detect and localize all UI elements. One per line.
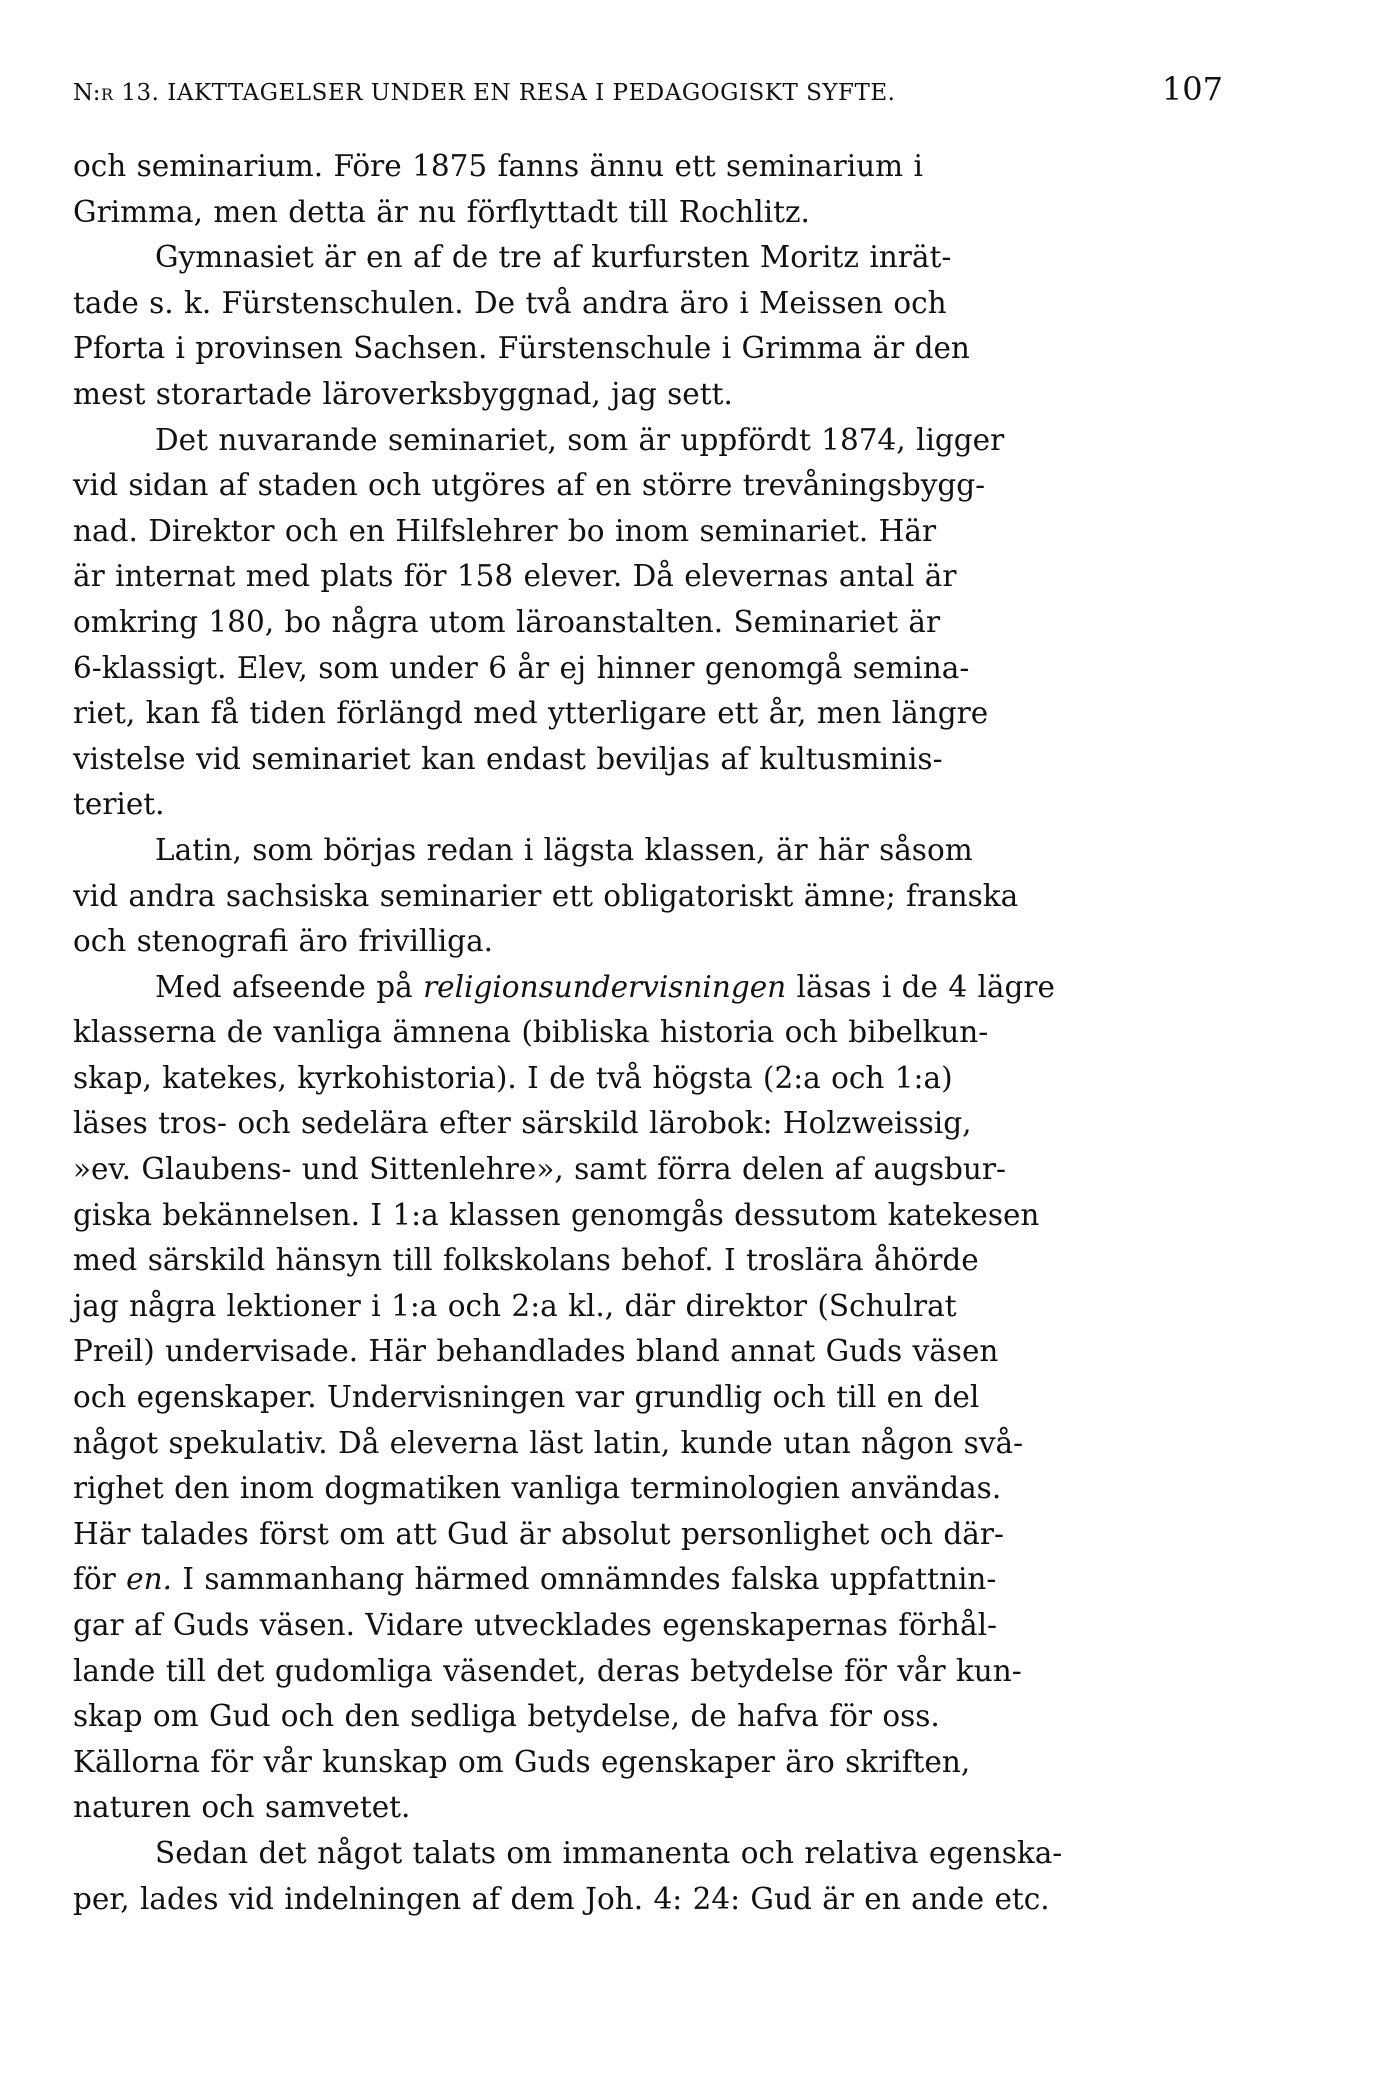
- paragraph-4: [73, 828, 1223, 965]
- text-line: läses tros- och sedelära efter särskild lärobok: Holzweissig,: [73, 1106, 972, 1141]
- text-line: skap om Gud och den sedliga betydelse, de hafva för oss.: [73, 1699, 940, 1734]
- italic-term: en.: [126, 1562, 173, 1597]
- text-line: vistelse vid seminariet kan endast beviljas af kultusminis-: [73, 741, 943, 776]
- text-line: mest storartade läroverksbyggnad, jag sett.: [73, 376, 733, 411]
- text-line: något spekulativ. Då eleverna läst latin, kunde utan någon svå-: [73, 1425, 1024, 1460]
- paragraph-1: [73, 144, 1223, 235]
- text-line: [155, 970, 1055, 1004]
- paragraph-2: [73, 235, 1223, 417]
- text-line: Pforta i provinsen Sachsen. Fürstenschule i Grimma är den: [73, 331, 970, 366]
- text-line: lande till det gudomliga väsendet, deras betydelse för vår kun-: [73, 1653, 1022, 1688]
- text-line: med särskild hänsyn till folkskolans behof. I troslära åhörde: [73, 1243, 979, 1278]
- text-line: gar af Guds väsen. Vidare utvecklades egenskapernas förhål-: [73, 1608, 998, 1642]
- text-line: tade s. k. Fürstenschulen. De två andra äro i Meissen och: [73, 285, 947, 320]
- text-line: omkring 180, bo några utom läroanstalten. Seminariet är: [73, 604, 941, 639]
- text-fragment: I sammanhang härmed omnämndes falska uppfattnin-: [172, 1562, 997, 1597]
- text-line: är internat med plats för 158 elever. Då elevernas antal är: [73, 559, 957, 594]
- book-page: [73, 70, 1223, 1922]
- text-line: »ev. Glaubens- und Sittenlehre», samt förra delen af augsbur-: [73, 1152, 1007, 1187]
- text-line: nad. Direktor och en Hilfslehrer bo inom seminariet. Här: [73, 513, 937, 548]
- italic-term: religionsundervisningen: [423, 969, 787, 1004]
- paragraph-3: [73, 418, 1223, 828]
- text-line: 6-klassigt. Elev, som under 6 år ej hinner genomgå semina-: [73, 650, 970, 685]
- text-line: riet, kan få tiden förlängd med ytterligare ett år, men längre: [73, 696, 989, 731]
- text-line: skap, katekes, kyrkohistoria). I de två högsta (2:a och 1:a): [73, 1060, 953, 1095]
- text-fragment: läsas i de 4 lägre: [786, 969, 1055, 1004]
- paragraph-5: [73, 965, 1223, 1831]
- text-line: righet den inom dogmatiken vanliga terminologien användas.: [73, 1471, 1002, 1506]
- text-line: [73, 1562, 996, 1596]
- paragraph-6: [73, 1831, 1223, 1922]
- text-fragment: Med afseende på: [155, 969, 424, 1004]
- text-line: giska bekännelsen. I 1:a klassen genomgås dessutom katekesen: [73, 1197, 1040, 1232]
- text-line: och stenografi äro frivilliga.: [73, 924, 494, 959]
- text-line: jag några lektioner i 1:a och 2:a kl., där direktor (Schulrat: [73, 1288, 957, 1323]
- text-line: vid andra sachsiska seminarier ett obligatoriskt ämne; franska: [73, 878, 1019, 913]
- text-line: per, lades vid indelningen af dem Joh. 4: 24: Gud är en ande etc.: [73, 1881, 1050, 1916]
- text-line: vid sidan af staden och utgöres af en större trevåningsbygg-: [73, 468, 986, 503]
- text-line: Sedan det något talats om immanenta och relativa egenska-: [155, 1835, 1063, 1870]
- text-line: Här talades först om att Gud är absolut personlighet och där-: [73, 1516, 1004, 1551]
- page-number: 107: [1161, 70, 1223, 108]
- text-line: Grimma, men detta är nu förflyttadt till Rochlitz.: [73, 194, 810, 229]
- text-line: Det nuvarande seminariet, som är uppfördt 1874, ligger: [155, 422, 1005, 457]
- text-line: Latin, som börjas redan i lägsta klassen, är här såsom: [155, 832, 973, 867]
- running-header: [73, 70, 1223, 122]
- running-title: N:r 13. IAKTTAGELSER UNDER EN RESA I PEDAGOGISKT SYFTE.: [73, 80, 896, 106]
- text-line: teriet.: [73, 787, 165, 822]
- text-line: Källorna för vår kunskap om Guds egenskaper äro skriften,: [73, 1744, 971, 1779]
- text-line: och seminarium. Före 1875 fanns ännu ett seminarium i: [73, 149, 923, 183]
- text-line: och egenskaper. Undervisningen var grundlig och till en del: [73, 1380, 980, 1415]
- text-line: naturen och samvetet.: [73, 1790, 411, 1825]
- text-line: klasserna de vanliga ämnena (bibliska historia och bibelkun-: [73, 1015, 989, 1050]
- text-fragment: för: [73, 1562, 127, 1597]
- text-line: Gymnasiet är en af de tre af kurfursten Moritz inrät-: [155, 240, 952, 275]
- text-line: Preil) undervisade. Här behandlades bland annat Guds väsen: [73, 1334, 999, 1369]
